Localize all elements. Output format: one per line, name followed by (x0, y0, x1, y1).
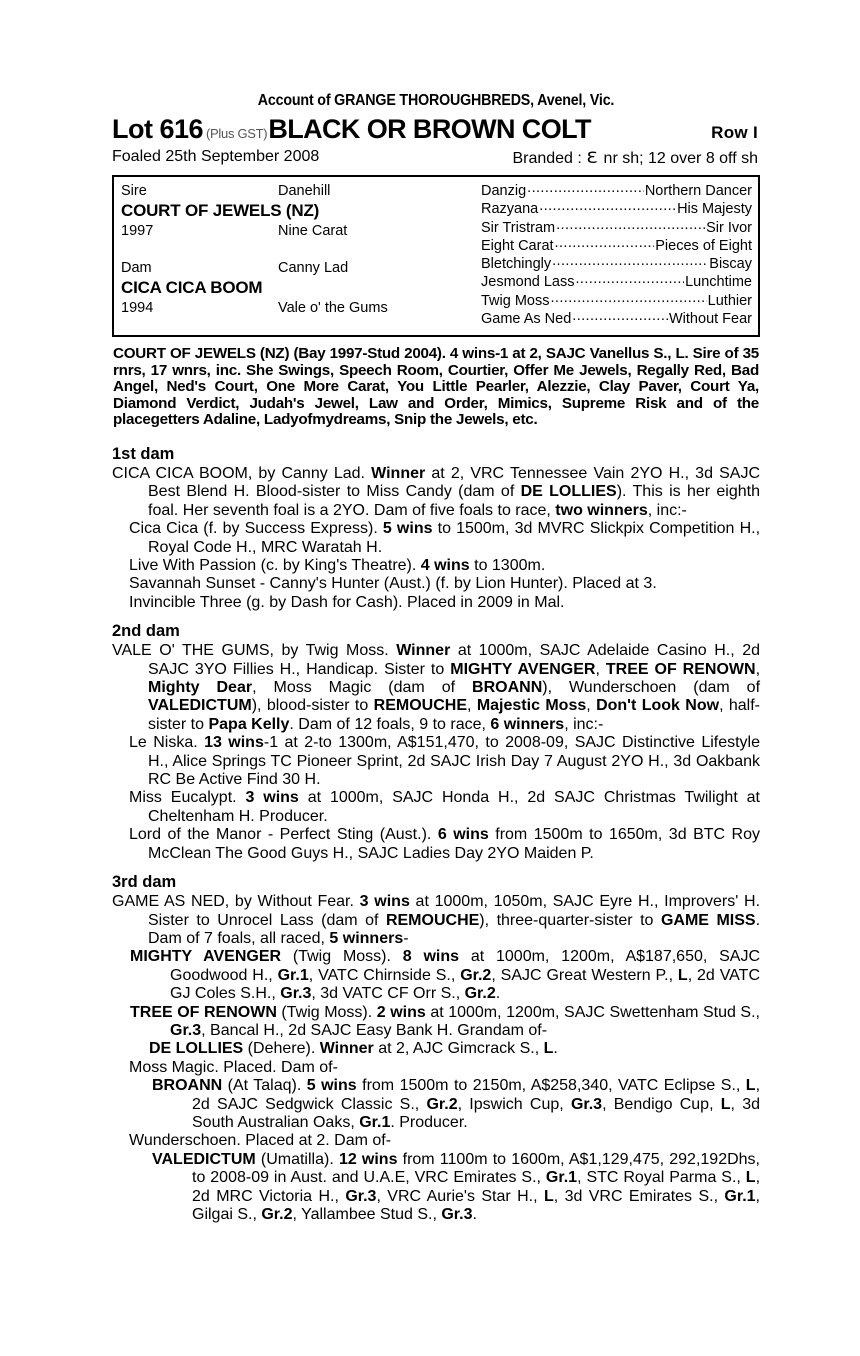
pedigree-entry: DE LOLLIES (Dehere). Winner at 2, AJC Gimcrack S., L. (149, 1040, 558, 1058)
pedigree-ancestor-dam: Northern Dancer (644, 183, 752, 199)
page-content (112, 92, 760, 1234)
pedigree-third-gen-row (481, 310, 752, 328)
dam-name: CICA CICA BOOM (121, 278, 263, 298)
row-label: Row I (711, 123, 758, 142)
dot-leader (572, 307, 668, 325)
sire-sire-name: Danehill (278, 183, 331, 199)
brand-symbol-glyph: Ɛ (586, 148, 598, 167)
dam-sections (112, 445, 760, 1224)
sire-year: 1997 (121, 223, 154, 240)
pedigree-entry: VALE O' THE GUMS, by Twig Moss. Winner at 1000m, SAJC Adelaide Casino H., 2d SAJC 3YO Fillies H., Handicap. Sister to MIGHTY AVENGER, TREE OF RENOWN, Mighty Dear, Moss Magic (dam of BROANN), Wunderschoen (dam of VALEDICTUM), blood-sister to REMOUCHE, Majestic Moss, Don't Look Now, half-sister to Papa Kelly. Dam of 12 foals, 9 to race, 6 winners, inc:- (112, 642, 761, 733)
branded-rest-label: nr sh; 12 over 8 off sh (599, 150, 758, 167)
dot-leader (527, 179, 644, 197)
dot-leader (551, 289, 707, 307)
sire-dam-name: Nine Carat (278, 223, 348, 240)
lot-header-row (112, 114, 760, 145)
pedigree-ancestor-sire: Eight Carat (481, 237, 554, 254)
plus-gst-note: (Plus GST) (206, 126, 268, 141)
dot-leader (552, 252, 708, 270)
pedigree-entry: Cica Cica (f. by Success Express). 5 wins to 1500m, 3d MVRC Slickpix Competition H., Royal Code H., MRC Waratah H. (129, 520, 761, 556)
pedigree-third-generation (481, 182, 752, 328)
pedigree-entry: Live With Passion (c. by King's Theatre). 4 wins to 1300m. (129, 557, 546, 574)
pedigree-ancestor-sire: Sir Tristram (481, 219, 556, 236)
dam-sire-name: Canny Lad (278, 259, 349, 276)
pedigree-entry: Le Niska. 13 wins-1 at 2-to 1300m, A$151,470, to 2008-09, SAJC Distinctive Lifestyle H., Alice Springs TC Pioneer Sprint, 2d SAJC Irish Day 7 August 2YO H., 3d Oakbank RC Be Active Find 30 H. (129, 734, 761, 789)
dam-section (112, 445, 760, 612)
pedigree-ancestor-dam: His Majesty (677, 201, 752, 218)
dot-leader (556, 216, 705, 234)
page-title: BLACK OR BROWN COLT (268, 114, 591, 144)
sire-label: Sire (121, 183, 147, 199)
foaled-branded-row (112, 148, 760, 168)
lot-number: Lot 616 (112, 114, 204, 144)
dam-heading: 2nd dam (112, 622, 180, 641)
pedigree-entry: Lord of the Manor - Perfect Sting (Aust.). 6 wins from 1500m to 1650m, 3d BTC Roy McClean The Good Guys H., SAJC Ladies Day 2YO Maiden P. (129, 826, 761, 862)
pedigree-ancestor-dam: Lunchtime (685, 274, 752, 291)
sire-label-row (121, 182, 481, 200)
dot-leader (539, 197, 676, 215)
pedigree-entry: VALEDICTUM (Umatilla). 12 wins from 1100m to 1600m, A$1,129,475, 292,192Dhs, to 2008-09 in Aust. and U.A.E, VRC Emirates S., Gr.1, STC Royal Parma S., L, 2d MRC Victoria H., Gr.3, VRC Aurie's Star H., L, 3d VRC Emirates S., Gr.1, Gilgai S., Gr.2, Yallambee Stud S., Gr.3. (152, 1150, 761, 1223)
branded-description (512, 148, 760, 168)
dot-leader (555, 234, 655, 252)
dam-heading: 3rd dam (112, 873, 177, 892)
sire-year-row (121, 222, 481, 240)
pedigree-ancestor-sire: Twig Moss (481, 292, 550, 309)
pedigree-spacer (121, 241, 481, 259)
foaled-date: Foaled 25th September 2008 (112, 148, 320, 165)
pedigree-entry: Savannah Sunset - Canny's Hunter (Aust.) (f. by Lion Hunter). Placed at 3. (129, 575, 657, 593)
pedigree-entry: Wunderschoen. Placed at 2. Dam of- (129, 1132, 392, 1150)
pedigree-ancestor-sire: Game As Ned (481, 311, 572, 328)
pedigree-ancestor-dam: Biscay (709, 256, 752, 273)
pedigree-grid (114, 180, 758, 335)
pedigree-ancestor-sire: Bletchingly (481, 256, 552, 273)
pedigree-entry: Miss Eucalypt. 3 wins at 1000m, SAJC Honda H., 2d SAJC Christmas Twilight at Cheltenham H. Producer. (129, 789, 761, 825)
pedigree-ancestor-dam: Without Fear (669, 311, 752, 328)
dam-label: Dam (121, 259, 152, 276)
dot-leader (576, 270, 685, 288)
pedigree-entry: MIGHTY AVENGER (Twig Moss). 8 wins at 1000m, 1200m, A$187,650, SAJC Goodwood H., Gr.1, VATC Chirnside S., Gr.2, SAJC Great Western P., L, 2d VATC GJ Coles S.H., Gr.3, 3d VATC CF Orr S., Gr.2. (130, 948, 761, 1003)
dam-label-row (121, 259, 481, 277)
sire-name: COURT OF JEWELS (NZ) (121, 201, 320, 221)
dam-name-row (121, 277, 481, 299)
sire-summary-paragraph: COURT OF JEWELS (NZ) (Bay 1997-Stud 2004). 4 wins-1 at 2, SAJC Vanellus S., L. Sire of 35 rnrs, 17 wnrs, inc. She Swings, Speech Room, Courtier, Offer Me Jewels, Regally Red, Bad Angel, Ned's Court, One More Carat, You Little Pearler, Alezzie, Clay Paver, Court Ya, Diamond Verdict, Judah's Jewel, Law and Order, Mimics, Supreme Risk and of the placegetters Adaline, Ladyofmydreams, Snip the Jewels, etc. (113, 345, 759, 429)
dam-section (112, 622, 760, 863)
pedigree-table (112, 175, 760, 337)
branded-prefix-label: Branded : (512, 150, 587, 167)
pedigree-ancestor-sire: Razyana (481, 201, 539, 218)
pedigree-ancestor-sire: Danzig (481, 183, 527, 199)
pedigree-left-column (121, 182, 481, 317)
dam-year: 1994 (121, 300, 154, 317)
pedigree-ancestor-dam: Pieces of Eight (655, 237, 752, 254)
pedigree-entry: GAME AS NED, by Without Fear. 3 wins at 1000m, 1050m, SAJC Eyre H., Improvers' H. Sister to Unrocel Lass (dam of REMOUCHE), three-quarter-sister to GAME MISS. Dam of 7 foals, all raced, 5 winners- (112, 893, 761, 947)
pedigree-ancestor-dam: Sir Ivor (706, 219, 752, 236)
sire-name-row (121, 200, 481, 222)
dam-year-row (121, 299, 481, 317)
dam-dam-name: Vale o' the Gums (278, 300, 388, 317)
pedigree-entry: TREE OF RENOWN (Twig Moss). 2 wins at 1000m, 1200m, SAJC Swettenham Stud S., Gr.3, Bancal H., 2d SAJC Easy Bank H. Grandam of- (130, 1003, 760, 1039)
pedigree-entry: Invincible Three (g. by Dash for Cash). Placed in 2009 in Mal. (129, 593, 565, 611)
pedigree-ancestor-dam: Luthier (707, 292, 752, 309)
pedigree-entry: BROANN (At Talaq). 5 wins from 1500m to 2150m, A$258,340, VATC Eclipse S., L, 2d SAJC Sedgwick Classic S., Gr.2, Ipswich Cup, Gr.3, Bendigo Cup, L, 3d South Australian Oaks, Gr.1. Producer. (152, 1077, 761, 1131)
pedigree-entry: Moss Magic. Placed. Dam of- (129, 1058, 338, 1076)
dam-section (112, 873, 760, 1224)
dam-heading: 1st dam (112, 444, 175, 463)
pedigree-entry: CICA CICA BOOM, by Canny Lad. Winner at 2, VRC Tennessee Vain 2YO H., 3d SAJC Best Blend H. Blood-sister to Miss Candy (dam of DE LOLLIES). This is her eighth foal. Her seventh foal is a 2YO. Dam of five foals to race, two winners, inc:- (112, 464, 761, 519)
pedigree-ancestor-sire: Jesmond Lass (481, 274, 575, 291)
account-line: Account of GRANGE THOROUGHBREDS, Avenel, Vic. (257, 92, 615, 109)
